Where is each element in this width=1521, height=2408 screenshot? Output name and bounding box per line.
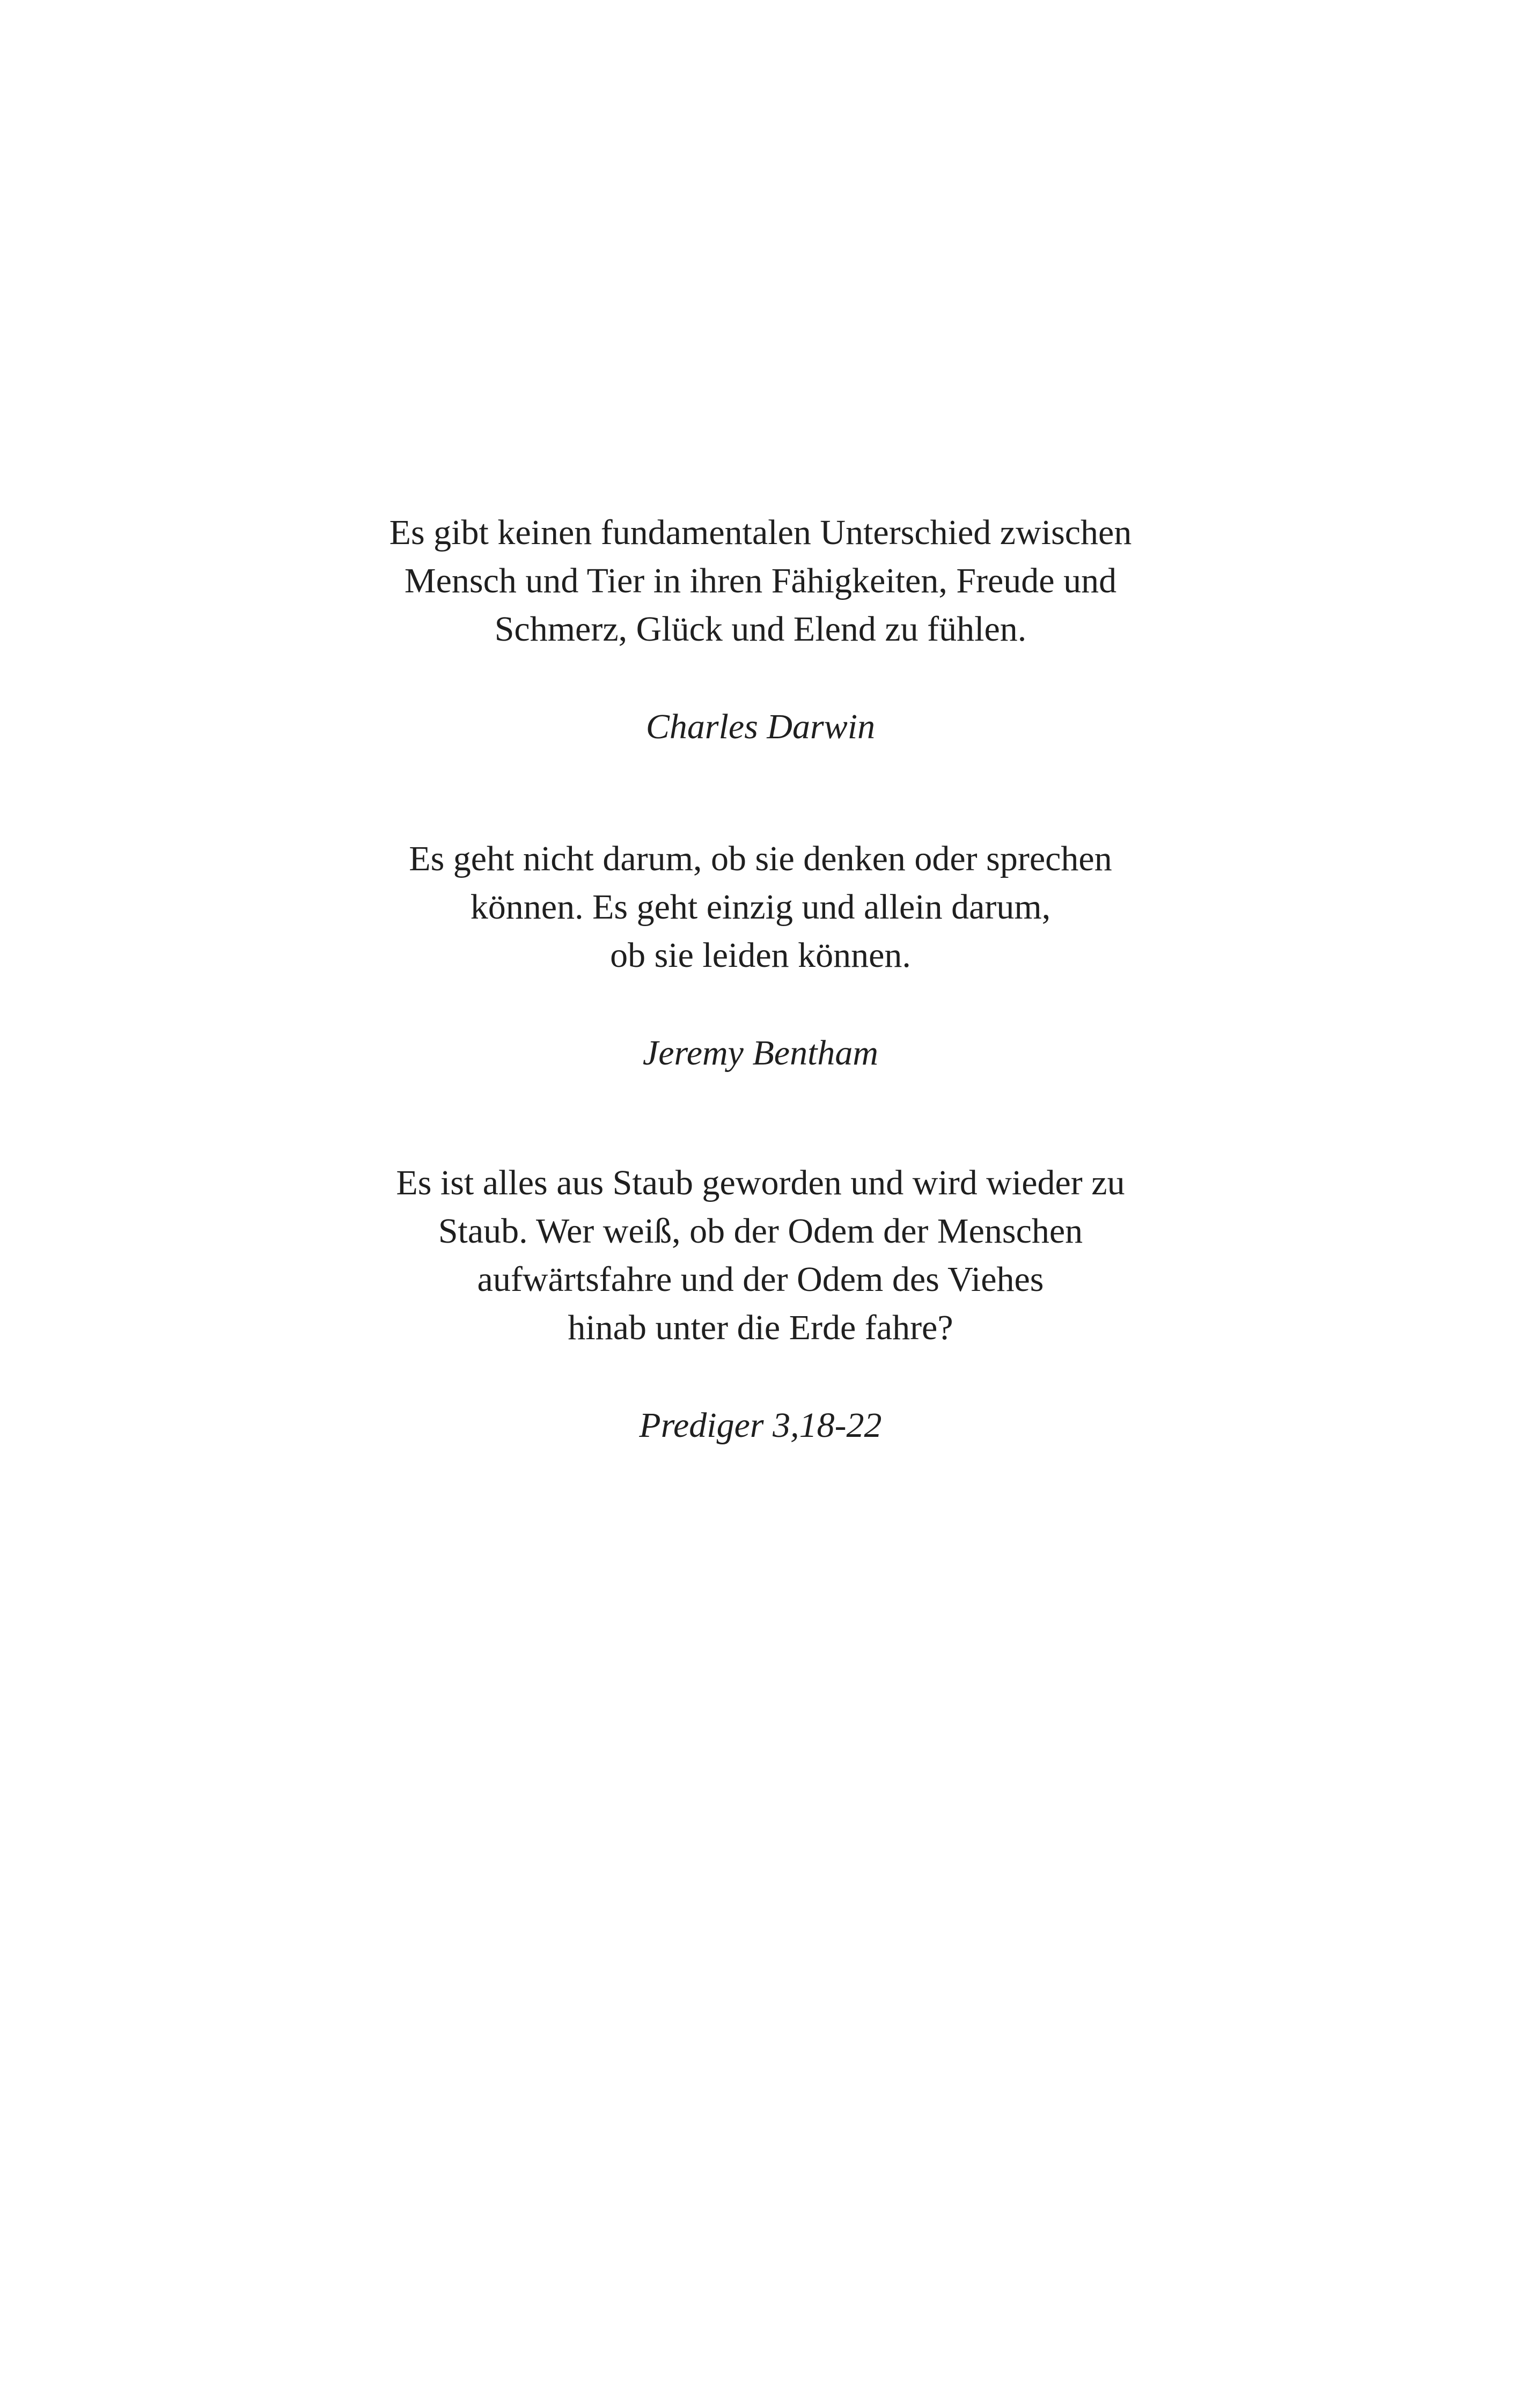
quote-author: Jeremy Bentham xyxy=(642,1033,879,1073)
quote-line: Es geht nicht darum, ob sie denken oder sprechen xyxy=(409,839,1112,878)
quote-line: Schmerz, Glück und Elend zu fühlen. xyxy=(494,610,1027,649)
quote-line: ob sie leiden können. xyxy=(610,936,911,975)
quote-author: Charles Darwin xyxy=(645,707,876,746)
quote-line: können. Es geht einzig und allein darum, xyxy=(470,887,1051,927)
quote-text xyxy=(0,835,1521,980)
quote-text xyxy=(0,1159,1521,1352)
quote-line: Es gibt keinen fundamentalen Unterschied zwischen xyxy=(389,513,1132,552)
quote-line: Staub. Wer weiß, ob der Odem der Menschen xyxy=(438,1212,1083,1251)
quote-text xyxy=(0,509,1521,654)
quote-author: Prediger 3,18-22 xyxy=(639,1406,882,1445)
epigraph-quote-bentham xyxy=(0,835,1521,1077)
quote-line: Mensch und Tier in ihren Fähigkeiten, Freude und xyxy=(404,561,1117,600)
epigraph-quote-darwin xyxy=(0,509,1521,751)
quote-line: Es ist alles aus Staub geworden und wird wieder zu xyxy=(396,1163,1125,1202)
quote-line: aufwärtsfahre und der Odem des Viehes xyxy=(477,1260,1044,1299)
epigraph-quote-prediger xyxy=(0,1159,1521,1450)
quote-line: hinab unter die Erde fahre? xyxy=(568,1308,953,1347)
